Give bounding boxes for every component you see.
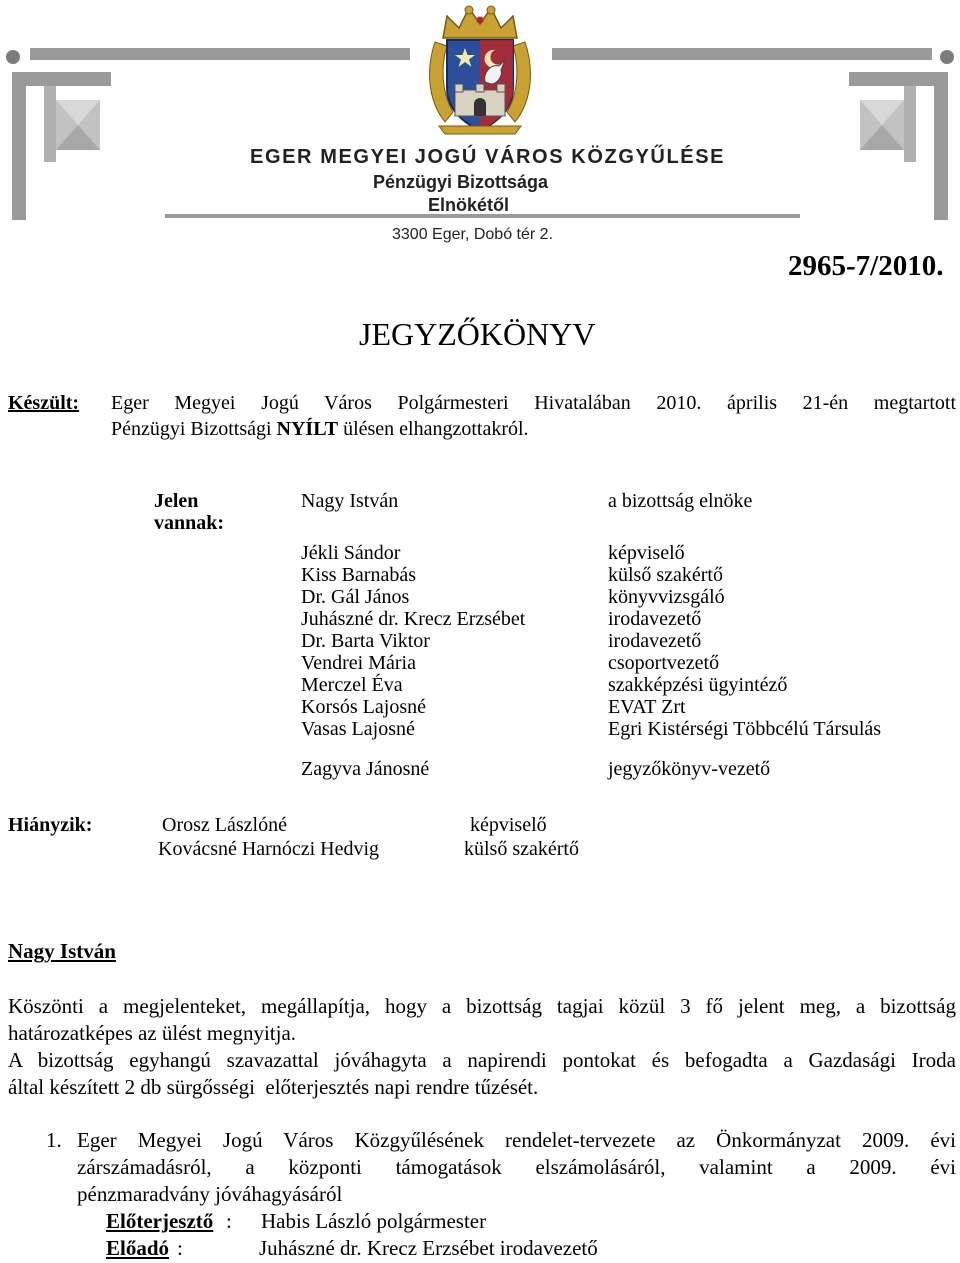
person-role: szakképzési ügyintéző (608, 674, 788, 696)
agenda-number: 1. (46, 1128, 62, 1152)
absent-label: Hiányzik: (8, 814, 93, 836)
keszult-line-1: Eger Megyei Jogú Város Polgármesteri Hivatalában 2010. április 21-én megtartott (111, 392, 956, 414)
left-corner-ornament (6, 48, 410, 220)
person-name: Korsós Lajosné (301, 696, 426, 718)
person-name: Juhászné dr. Krecz Erzsébet (301, 608, 526, 630)
person-name: Kovácsné Harnóczi Hedvig (158, 838, 380, 860)
person-name: Kiss Barnabás (301, 564, 416, 586)
person-name: Vendrei Mária (301, 652, 416, 674)
agenda-speaker-name: Juhászné dr. Krecz Erzsébet irodavezető (259, 1236, 598, 1260)
document-number: 2965-7/2010. (788, 250, 944, 282)
paragraph-1-line-2: határozatképes az ülést megnyitja. (8, 1021, 297, 1045)
list-item (0, 630, 960, 652)
list-item (0, 586, 960, 608)
committee-name: Pénzügyi Bizottsága (373, 172, 549, 192)
list-item (0, 608, 960, 630)
person-role: jegyzőkönyv-vezető (608, 758, 771, 780)
open-session-word: NYÍLT (276, 418, 339, 440)
person-role: irodavezető (608, 608, 702, 630)
absent-row (0, 814, 960, 836)
absent-row (0, 838, 960, 860)
speaker-heading: Nagy István (8, 939, 116, 963)
person-role: Egri Kistérségi Többcélú Társulás (608, 718, 882, 740)
person-role: képviselő (470, 814, 547, 836)
paragraph-2-line-2: által készített 2 db sürgősségi előterjesztés napi rendre tűzését. (8, 1075, 539, 1099)
paragraph-1-line-1: Köszönti a megjelenteket, megállapítja, hogy a bizottság tagjai közül 3 fő jelent meg, a bizottság (8, 994, 956, 1018)
address-line: 3300 Eger, Dobó tér 2. (392, 226, 553, 243)
keszult-line-2-c: ülésen elhangzottakról. (343, 418, 529, 440)
keszult-line-2 (111, 418, 529, 440)
person-name: Dr. Gál János (301, 586, 410, 608)
person-name: Nagy István (301, 490, 399, 512)
person-role: képviselő (608, 542, 685, 564)
present-members-list (0, 542, 960, 742)
list-item (0, 674, 960, 696)
speaker-label: Előadó (106, 1236, 170, 1260)
present-label-line-1: Jelen (154, 490, 199, 512)
person-role: külső szakértő (464, 838, 579, 860)
person-role: csoportvezető (608, 652, 720, 674)
page-title: JEGYZŐKÖNYV (359, 316, 596, 352)
keszult-label: Készült: (8, 392, 80, 414)
coat-of-arms-icon (425, 2, 535, 137)
person-role: könyvvizsgáló (608, 586, 725, 608)
presenter-name: Habis László polgármester (261, 1209, 487, 1233)
person-role: EVAT Zrt (608, 696, 686, 718)
agenda-line-1: Eger Megyei Jogú Város Közgyűlésének rendelet-tervezete az Önkormányzat 2009. évi (77, 1128, 956, 1152)
person-name: Zagyva Jánosné (301, 758, 430, 780)
keszult-line-2-a: Pénzügyi Bizottsági (111, 418, 272, 440)
presenter-label: Előterjesztő (106, 1209, 214, 1233)
list-item (0, 696, 960, 718)
from-line: Elnökétől (428, 195, 510, 215)
person-name: Orosz Lászlóné (162, 814, 287, 836)
person-name: Dr. Barta Viktor (301, 630, 430, 652)
agenda-line-3: pénzmaradvány jóváhagyásáról (77, 1182, 343, 1206)
speaker-colon: : (177, 1236, 183, 1260)
present-chair-row (0, 490, 960, 512)
presenter-colon: : (226, 1209, 232, 1233)
paragraph-2-line-1: A bizottság egyhangú szavazattal jóváhagyta a napirendi pontokat és befogadta a Gazdasági Iroda (8, 1048, 956, 1072)
person-role: irodavezető (608, 630, 702, 652)
person-role: külső szakértő (608, 564, 723, 586)
agenda-line-2: zárszámadásról, a központi támogatások elszámolásáról, valamint a 2009. évi (77, 1155, 956, 1179)
list-item (0, 564, 960, 586)
person-name: Vasas Lajosné (301, 718, 415, 740)
person-name: Merczel Éva (301, 674, 403, 696)
person-name: Jékli Sándor (301, 542, 401, 564)
right-corner-ornament (552, 48, 954, 220)
org-name: EGER MEGYEI JOGÚ VÁROS KÖZGYŰLÉSE (250, 146, 726, 168)
list-item (0, 542, 960, 564)
list-item (0, 718, 960, 740)
recorder-row (0, 758, 960, 780)
list-item (0, 652, 960, 674)
person-role: a bizottság elnöke (608, 490, 753, 512)
present-label-line-2: vannak: (154, 512, 225, 534)
